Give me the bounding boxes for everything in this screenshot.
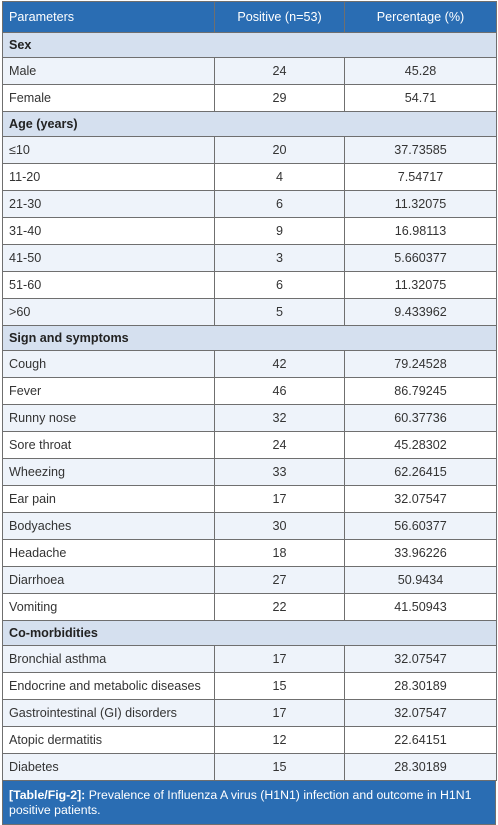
cell-percentage: 50.9434 [345, 567, 497, 594]
cell-positive: 18 [215, 540, 345, 567]
cell-parameter: 21-30 [3, 191, 215, 218]
section-title: Sign and symptoms [3, 326, 497, 351]
header-positive: Positive (n=53) [215, 2, 345, 33]
cell-positive: 15 [215, 673, 345, 700]
table-row [3, 459, 497, 486]
table-row [3, 486, 497, 513]
cell-positive: 22 [215, 594, 345, 621]
cell-parameter: Endocrine and metabolic diseases [3, 673, 215, 700]
table-row [3, 567, 497, 594]
section-title: Co-morbidities [3, 621, 497, 646]
table-row [3, 351, 497, 378]
cell-parameter: Gastrointestinal (GI) disorders [3, 700, 215, 727]
cell-positive: 9 [215, 218, 345, 245]
section-title: Sex [3, 33, 497, 58]
table-row [3, 299, 497, 326]
cell-percentage: 9.433962 [345, 299, 497, 326]
cell-positive: 24 [215, 432, 345, 459]
cell-parameter: Wheezing [3, 459, 215, 486]
cell-percentage: 32.07547 [345, 646, 497, 673]
cell-positive: 15 [215, 754, 345, 781]
cell-percentage: 7.54717 [345, 164, 497, 191]
cell-positive: 29 [215, 85, 345, 112]
cell-positive: 32 [215, 405, 345, 432]
cell-parameter: Diabetes [3, 754, 215, 781]
table-row [3, 218, 497, 245]
cell-parameter: Vomiting [3, 594, 215, 621]
prevalence-table [2, 1, 497, 781]
cell-percentage: 79.24528 [345, 351, 497, 378]
table-figure [2, 1, 496, 825]
cell-percentage: 54.71 [345, 85, 497, 112]
table-row [3, 513, 497, 540]
caption-text: Prevalence of Influenza A virus (H1N1) infection and outcome in H1N1 positive patients. [9, 788, 472, 817]
cell-parameter: Fever [3, 378, 215, 405]
cell-percentage: 5.660377 [345, 245, 497, 272]
table-header-row [3, 2, 497, 33]
cell-positive: 20 [215, 137, 345, 164]
cell-positive: 3 [215, 245, 345, 272]
table-row [3, 191, 497, 218]
cell-parameter: ≤10 [3, 137, 215, 164]
cell-positive: 46 [215, 378, 345, 405]
table-row [3, 378, 497, 405]
cell-percentage: 32.07547 [345, 700, 497, 727]
cell-parameter: Ear pain [3, 486, 215, 513]
section-title: Age (years) [3, 112, 497, 137]
cell-positive: 5 [215, 299, 345, 326]
table-row [3, 673, 497, 700]
cell-parameter: Male [3, 58, 215, 85]
caption-label: [Table/Fig-2]: [9, 788, 86, 802]
table-row [3, 245, 497, 272]
cell-parameter: Diarrhoea [3, 567, 215, 594]
table-row [3, 727, 497, 754]
cell-positive: 27 [215, 567, 345, 594]
table-caption [2, 781, 496, 825]
table-row [3, 594, 497, 621]
section-row [3, 33, 497, 58]
cell-positive: 6 [215, 191, 345, 218]
cell-positive: 6 [215, 272, 345, 299]
cell-parameter: >60 [3, 299, 215, 326]
section-row [3, 326, 497, 351]
cell-parameter: Bronchial asthma [3, 646, 215, 673]
section-row [3, 621, 497, 646]
table-row [3, 700, 497, 727]
table-row [3, 164, 497, 191]
cell-parameter: Sore throat [3, 432, 215, 459]
cell-parameter: 51-60 [3, 272, 215, 299]
cell-percentage: 86.79245 [345, 378, 497, 405]
cell-positive: 30 [215, 513, 345, 540]
cell-parameter: Atopic dermatitis [3, 727, 215, 754]
table-row [3, 432, 497, 459]
table-row [3, 85, 497, 112]
cell-positive: 17 [215, 700, 345, 727]
cell-percentage: 28.30189 [345, 673, 497, 700]
cell-percentage: 11.32075 [345, 191, 497, 218]
cell-percentage: 22.64151 [345, 727, 497, 754]
cell-parameter: 11-20 [3, 164, 215, 191]
cell-positive: 24 [215, 58, 345, 85]
cell-percentage: 41.50943 [345, 594, 497, 621]
cell-parameter: Runny nose [3, 405, 215, 432]
table-row [3, 540, 497, 567]
cell-parameter: Cough [3, 351, 215, 378]
cell-parameter: 31-40 [3, 218, 215, 245]
cell-positive: 17 [215, 486, 345, 513]
cell-positive: 42 [215, 351, 345, 378]
table-row [3, 58, 497, 85]
header-percentage: Percentage (%) [345, 2, 497, 33]
cell-percentage: 28.30189 [345, 754, 497, 781]
cell-percentage: 16.98113 [345, 218, 497, 245]
cell-percentage: 33.96226 [345, 540, 497, 567]
cell-percentage: 60.37736 [345, 405, 497, 432]
cell-percentage: 45.28302 [345, 432, 497, 459]
cell-parameter: 41-50 [3, 245, 215, 272]
cell-parameter: Headache [3, 540, 215, 567]
cell-percentage: 62.26415 [345, 459, 497, 486]
cell-percentage: 56.60377 [345, 513, 497, 540]
table-row [3, 646, 497, 673]
header-parameters: Parameters [3, 2, 215, 33]
cell-percentage: 32.07547 [345, 486, 497, 513]
section-row [3, 112, 497, 137]
cell-positive: 4 [215, 164, 345, 191]
table-row [3, 754, 497, 781]
cell-parameter: Female [3, 85, 215, 112]
cell-percentage: 11.32075 [345, 272, 497, 299]
table-row [3, 272, 497, 299]
cell-positive: 33 [215, 459, 345, 486]
table-body [3, 33, 497, 781]
cell-percentage: 45.28 [345, 58, 497, 85]
cell-percentage: 37.73585 [345, 137, 497, 164]
table-row [3, 137, 497, 164]
cell-parameter: Bodyaches [3, 513, 215, 540]
table-row [3, 405, 497, 432]
cell-positive: 12 [215, 727, 345, 754]
cell-positive: 17 [215, 646, 345, 673]
